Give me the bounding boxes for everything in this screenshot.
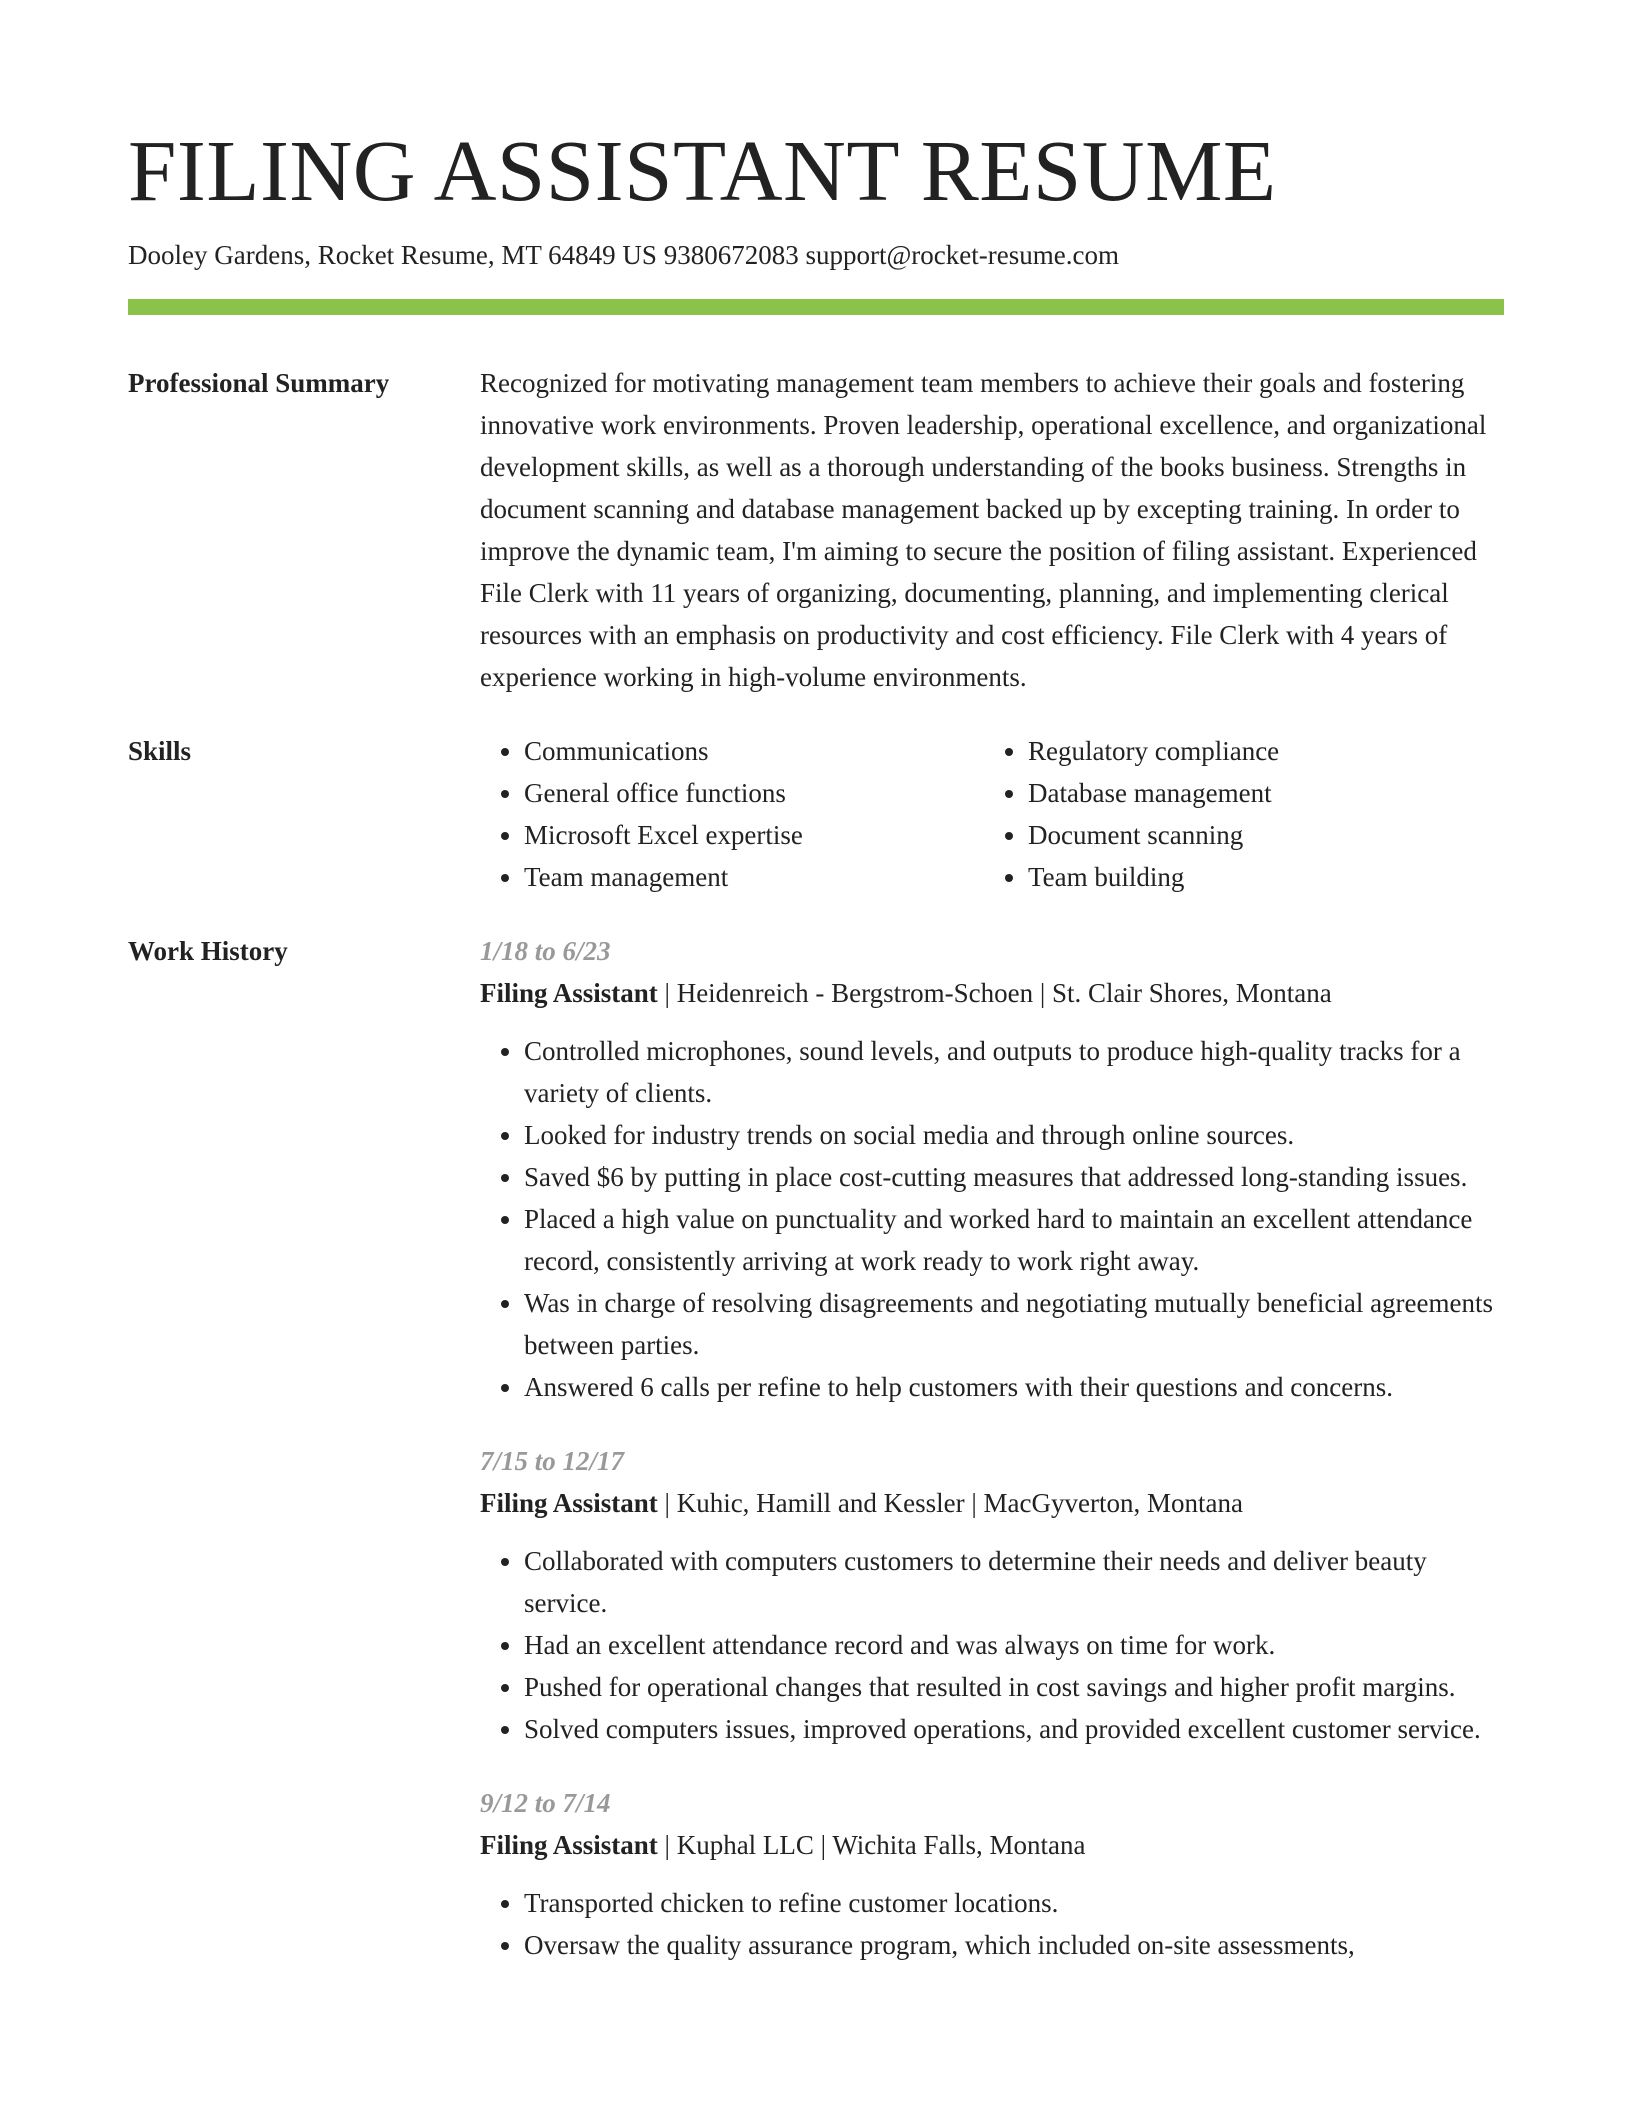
job-header bbox=[480, 972, 1504, 1014]
job-bullet: • Placed a high value on punctuality and worked hard to maintain an excellent attendance record, consistently arriving at work ready to work right away. bbox=[524, 1198, 1504, 1282]
section-label-skills: Skills bbox=[128, 736, 192, 766]
job-details: | Kuhic, Hamill and Kessler | MacGyverton, Montana bbox=[657, 1488, 1243, 1518]
job-entry bbox=[480, 930, 1504, 1408]
skill-item: • Team management bbox=[524, 856, 984, 898]
job-title: Filing Assistant bbox=[480, 1488, 658, 1518]
section-label-summary: Professional Summary bbox=[128, 368, 390, 398]
job-bullet: • Pushed for operational changes that resulted in cost savings and higher profit margins. bbox=[524, 1666, 1504, 1708]
skills-list-right bbox=[984, 730, 1488, 898]
job-title: Filing Assistant bbox=[480, 978, 658, 1008]
skill-item: • General office functions bbox=[524, 772, 984, 814]
skills-list-left bbox=[480, 730, 984, 898]
job-bullet: • Collaborated with computers customers to determine their needs and deliver beauty service. bbox=[524, 1540, 1504, 1624]
job-bullet: • Looked for industry trends on social media and through online sources. bbox=[524, 1114, 1504, 1156]
job-bullets bbox=[480, 1882, 1504, 1966]
professional-summary-section bbox=[128, 362, 1504, 698]
skill-item: • Regulatory compliance bbox=[1028, 730, 1488, 772]
job-header bbox=[480, 1824, 1504, 1866]
job-dates: 1/18 to 6/23 bbox=[480, 936, 611, 966]
job-entry bbox=[480, 1440, 1504, 1750]
contact-line: Dooley Gardens, Rocket Resume, MT 64849 US 9380672083 support@rocket-resume.com bbox=[128, 240, 1119, 270]
skill-item: • Document scanning bbox=[1028, 814, 1488, 856]
section-label-work: Work History bbox=[128, 936, 288, 966]
resume-title: FILING ASSISTANT RESUME bbox=[128, 122, 1277, 219]
job-bullet: • Transported chicken to refine customer locations. bbox=[524, 1882, 1504, 1924]
job-dates: 9/12 to 7/14 bbox=[480, 1788, 611, 1818]
job-bullet: • Was in charge of resolving disagreements and negotiating mutually beneficial agreements between parties. bbox=[524, 1282, 1504, 1366]
job-bullet: • Had an excellent attendance record and was always on time for work. bbox=[524, 1624, 1504, 1666]
work-history-section bbox=[128, 930, 1504, 1998]
summary-text: Recognized for motivating management team members to achieve their goals and fostering innovative work environments. Proven leadership, operational excellence, and organizational development skills, as well as a thorough understanding of the books business. Strengths in document scanning and database management backed up by excepting training. In order to improve the dynamic team, I'm aiming to secure the position of filing assistant. Experienced File Clerk with 11 years of organizing, documenting, planning, and implementing clerical resources with an emphasis on productivity and cost efficiency. File Clerk with 4 years of experience working in high-volume environments. bbox=[480, 368, 1487, 692]
resume-page bbox=[128, 0, 1504, 1998]
job-title: Filing Assistant bbox=[480, 1830, 658, 1860]
skills-section bbox=[128, 730, 1504, 898]
job-bullets bbox=[480, 1540, 1504, 1750]
job-bullet: • Saved $6 by putting in place cost-cutting measures that addressed long-standing issues. bbox=[524, 1156, 1504, 1198]
job-entry bbox=[480, 1782, 1504, 1966]
skill-item: • Team building bbox=[1028, 856, 1488, 898]
skill-item: • Microsoft Excel expertise bbox=[524, 814, 984, 856]
job-bullet: • Answered 6 calls per refine to help customers with their questions and concerns. bbox=[524, 1366, 1504, 1408]
skill-item: • Database management bbox=[1028, 772, 1488, 814]
skill-item: • Communications bbox=[524, 730, 984, 772]
job-details: | Kuphal LLC | Wichita Falls, Montana bbox=[657, 1830, 1086, 1860]
job-bullet: • Controlled microphones, sound levels, and outputs to produce high-quality tracks for a variety of clients. bbox=[524, 1030, 1504, 1114]
job-details: | Heidenreich - Bergstrom-Schoen | St. Clair Shores, Montana bbox=[657, 978, 1332, 1008]
job-bullet: • Oversaw the quality assurance program, which included on-site assessments, bbox=[524, 1924, 1504, 1966]
header-divider bbox=[128, 299, 1504, 315]
job-bullets bbox=[480, 1030, 1504, 1408]
job-header bbox=[480, 1482, 1504, 1524]
job-bullet: • Solved computers issues, improved operations, and provided excellent customer service. bbox=[524, 1708, 1504, 1750]
job-dates: 7/15 to 12/17 bbox=[480, 1446, 625, 1476]
